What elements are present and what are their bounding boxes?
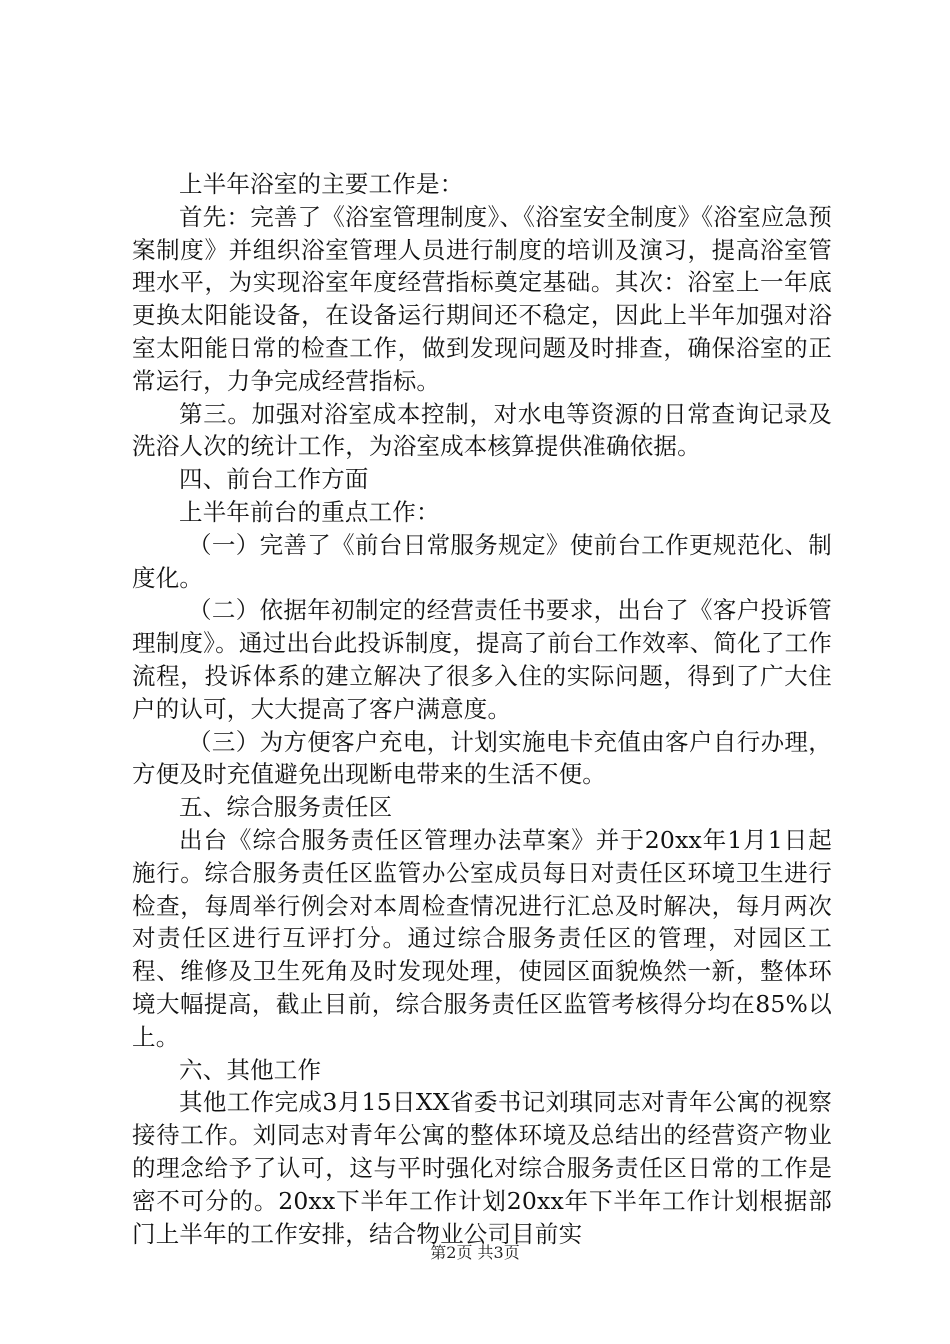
- paragraph-front-desk-intro: 上半年前台的重点工作：: [179, 497, 440, 526]
- paragraph-front-desk-item-1: （一）完善了《前台日常服务规定》使前台工作更规范化、制度化。: [132, 530, 832, 592]
- paragraph-bath-first: 首先：完善了《浴室管理制度》、《浴室安全制度》《浴室应急预案制度》并组织浴室管理人员进行制度的培训及演习，提高浴室管理水平，为实现浴室年度经营指标奠定基础。其次：浴室上一年底更换太阳能设备，在设备运行期间还不稳定，因此上半年加强对浴室太阳能日常的检查工作，做到发现问题及时排查，确保浴室的正常运行，力争完成经营指标。: [132, 202, 832, 395]
- paragraph-front-desk-item-3: （三）为方便客户充电，计划实施电卡充值由客户自行办理，方便及时充值避免出现断电带来的生活不便。: [132, 727, 832, 789]
- paragraph-bath-third: 第三。加强对浴室成本控制，对水电等资源的日常查询记录及洗浴人次的统计工作，为浴室成本核算提供准确依据。: [132, 399, 832, 461]
- heading-other-work: 六、其他工作: [179, 1055, 322, 1084]
- page-footer: 第2页 共3页: [430, 1243, 520, 1262]
- heading-service-zone: 五、综合服务责任区: [179, 793, 393, 822]
- document-body: [132, 168, 832, 1250]
- paragraph-front-desk-item-2: （二）依据年初制定的经营责任书要求，出台了《客户投诉管理制度》。通过出台此投诉制度，提高了前台工作效率、简化了工作流程，投诉体系的建立解决了很多入住的实际问题，得到了广大住户的认可，大大提高了客户满意度。: [132, 596, 832, 723]
- heading-front-desk: 四、前台工作方面: [179, 465, 369, 494]
- paragraph-bath-intro: 上半年浴室的主要工作是：: [179, 170, 464, 198]
- paragraph-service-zone: 出台《综合服务责任区管理办法草案》并于20xx年1月1日起施行。综合服务责任区监管办公室成员每日对责任区环境卫生进行检查，每周举行例会对本周检查情况进行汇总及时解决，每月两次对责任区进行互评打分。通过综合服务责任区的管理，对园区工程、维修及卫生死角及时发现处理，使园区面貌焕然一新，整体环境大幅提高，截止目前，综合服务责任区监管考核得分均在85%以上。: [132, 825, 832, 1051]
- paragraph-other-work: 其他工作完成3月15日XX省委书记刘琪同志对青年公寓的视察接待工作。刘同志对青年公寓的整体环境及总结出的经营资产物业的理念给予了认可，这与平时强化对综合服务责任区日常的工作是密不可分的。20xx下半年工作计划20xx年下半年工作计划根据部门上半年的工作安排，结合物业公司目前实: [132, 1088, 832, 1248]
